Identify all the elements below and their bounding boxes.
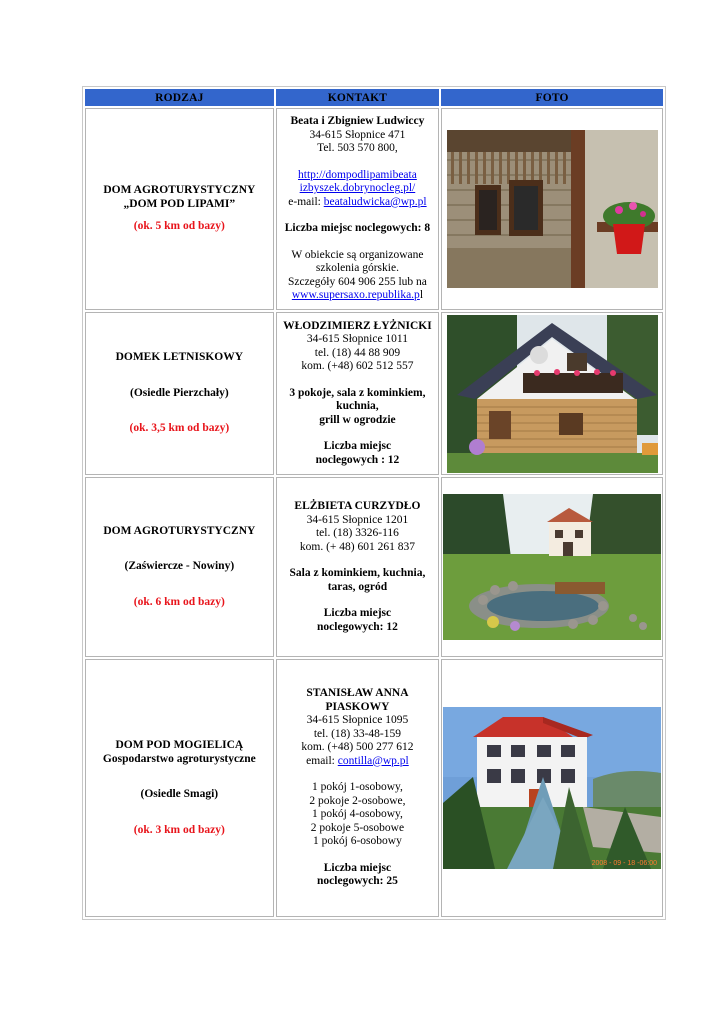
garden-pond-house-photo: [443, 494, 661, 640]
table-header-row: [85, 89, 663, 106]
photo-cell: [441, 108, 663, 310]
type-label: DOMEK LETNISKOWY: [115, 351, 244, 364]
supersaxo-link[interactable]: www.supersaxo.republika.p: [291, 289, 420, 302]
email-link[interactable]: beataludwicka@wp.pl: [323, 195, 427, 208]
places-count: Liczba miejsc: [323, 607, 392, 619]
phone: tel. (18) 44 88 909: [314, 346, 401, 359]
places-count: noclegowych: 12: [317, 620, 398, 633]
address: 34-615 Słopnice 1011: [306, 333, 409, 346]
note-line: szkolenia górskie.: [315, 262, 399, 275]
location-label: (Zaświercze - Nowiny): [124, 560, 235, 573]
mobile: kom. (+48) 500 277 612: [301, 741, 414, 754]
owner-name: PIASKOWY: [325, 700, 390, 713]
phone: Tel. 503 570 800,: [317, 142, 398, 155]
room-item: 2 pokoje 5-osobowe: [310, 821, 405, 834]
features: kuchnia,: [336, 400, 379, 413]
type-cell: [85, 108, 274, 310]
photo-date-stamp: 2008 - 09 - 18 -06:00: [591, 860, 658, 867]
distance-label: (ok. 3,5 km od bazy): [129, 422, 230, 435]
owner-name: Beata i Zbigniew Ludwiccy: [290, 115, 425, 128]
header-foto: FOTO: [441, 89, 663, 106]
contact-cell: [276, 108, 440, 310]
mobile: kom. (+48) 602 512 557: [301, 360, 414, 373]
distance-label: (ok. 5 km od bazy): [133, 220, 225, 233]
places-count: noclegowych : 12: [315, 453, 400, 466]
room-item: 1 pokój 6-osobowy: [313, 835, 402, 848]
property-name: „DOM POD LIPAMI”: [123, 197, 236, 210]
contact-cell: [276, 312, 440, 475]
type-cell: [85, 477, 274, 657]
listing-document: [84, 86, 664, 920]
address: 34-615 Słopnice 471: [309, 128, 406, 141]
email-link[interactable]: contilla@wp.pl: [337, 754, 409, 767]
mobile: kom. (+ 48) 601 261 837: [299, 540, 415, 553]
website-link[interactable]: http://dompodlipamibeata: [298, 168, 417, 181]
contact-cell: [276, 659, 440, 917]
location-label: (Osiedle Smagi): [140, 788, 219, 800]
features: grill w ogrodzie: [319, 413, 396, 426]
subtype-label: Gospodarstwo agroturystyczne: [102, 752, 256, 765]
contact-cell: [276, 477, 440, 657]
owner-name: STANISŁAW ANNA: [306, 687, 409, 700]
address: 34-615 Słopnice 1095: [306, 714, 409, 727]
distance-label: (ok. 6 km od bazy): [133, 595, 225, 608]
note-line: W obiekcie są organizowane: [291, 248, 424, 261]
features: taras, ogród: [327, 580, 388, 593]
header-rodzaj: RODZAJ: [85, 89, 274, 106]
type-label: DOM AGROTURYSTYCZNY: [103, 524, 256, 537]
location-label: (Osiedle Pierzchały): [129, 386, 229, 399]
table-row: [85, 477, 663, 657]
address: 34-615 Słopnice 1201: [306, 513, 409, 526]
accommodation-table: [82, 86, 666, 920]
type-label: DOM AGROTURYSTYCZNY: [103, 184, 256, 197]
table-row: [85, 108, 663, 310]
owner-name: WŁODZIMIERZ ŁYŻNICKI: [283, 319, 432, 332]
type-label: DOM POD MOGIELICĄ: [115, 739, 244, 751]
photo-cell: [441, 659, 663, 917]
places-count: Liczba miejsc: [323, 861, 392, 874]
room-item: 1 pokój 4-osobowy,: [311, 808, 403, 821]
owner-name: ELŻBIETA CURZYDŁO: [294, 500, 421, 512]
features: 3 pokoje, sala z kominkiem,: [289, 386, 426, 399]
table-row: [85, 659, 663, 917]
header-kontakt: KONTAKT: [276, 89, 440, 106]
type-cell: [85, 659, 274, 917]
room-item: 1 pokój 1-osobowy,: [311, 781, 403, 794]
house-with-spruce-photo: [443, 707, 661, 869]
email-label: email:: [306, 754, 338, 767]
features: Sala z kominkiem, kuchnia,: [289, 567, 426, 579]
summer-cottage-photo: [447, 315, 658, 473]
distance-label: (ok. 3 km od bazy): [133, 823, 225, 836]
wooden-house-photo: [447, 130, 658, 288]
type-cell: [85, 312, 274, 475]
email-label: e-mail:: [288, 195, 324, 208]
phone: tel. (18) 33-48-159: [313, 727, 402, 740]
phone: tel. (18) 3326-116: [315, 527, 399, 539]
website-link-cont[interactable]: izbyszek.dobrynocleg.pl/: [299, 182, 416, 195]
places-count: Liczba miejsc: [323, 440, 392, 453]
photo-cell: [441, 312, 663, 475]
photo-cell: [441, 477, 663, 657]
table-row: [85, 312, 663, 475]
places-count: Liczba miejsc noclegowych: 8: [284, 222, 431, 235]
note-line: Szczegóły 604 906 255 lub na: [287, 275, 427, 288]
places-count: noclegowych: 25: [317, 875, 398, 888]
note-tail: l: [419, 289, 424, 302]
room-item: 2 pokoje 2-osobowe,: [309, 794, 406, 807]
